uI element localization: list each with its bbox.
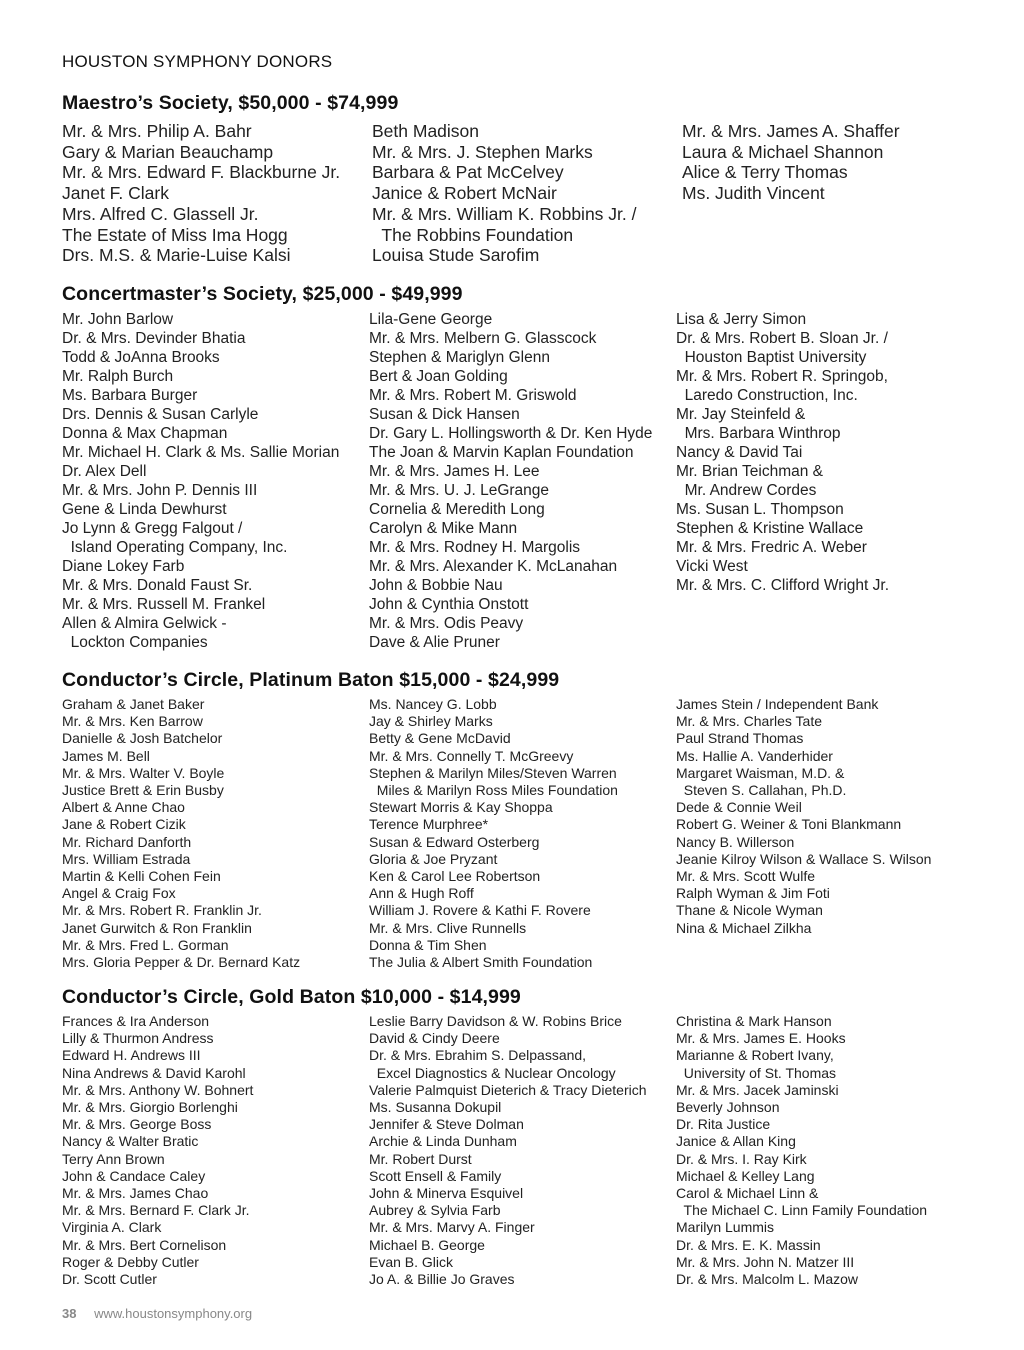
donor-column-3 [676,696,931,937]
donor-entry: Angel & Craig Fox [62,885,176,902]
donor-entry: Mr. & Mrs. John P. Dennis III [62,482,258,499]
donor-entry: Archie & Linda Dunham [369,1133,517,1150]
donor-entry: University of St. Thomas [676,1064,837,1081]
page-footer [62,1306,252,1321]
donor-entry: Janet F. Clark [62,183,169,204]
donor-entry: Cornelia & Meredith Long [369,501,545,518]
donor-entry: Janet Gurwitch & Ron Franklin [62,919,252,936]
donor-entry: Mr. & Mrs. Scott Wulfe [676,868,815,885]
donor-column-1 [62,121,340,266]
donor-entry: Mr. & Mrs. William K. Robbins Jr. / [372,203,637,224]
donor-entry: Mr. John Barlow [62,311,174,328]
donor-column-1 [62,310,339,652]
donor-column-1 [62,1013,253,1288]
donor-entry: Beverly Johnson [676,1099,780,1116]
donor-entry: John & Candace Caley [62,1167,206,1184]
donor-entry: Christina & Mark Hanson [676,1013,832,1029]
donor-entry: Steven S. Callahan, Ph.D. [676,782,847,799]
donor-column-3 [676,310,889,595]
donor-entry: Mr. & Mrs. C. Clifford Wright Jr. [676,577,890,594]
donor-entry: Jane & Robert Cizik [62,816,186,833]
donor-entry: Dave & Alie Pruner [369,634,500,651]
donor-entry: Robert G. Weiner & Toni Blankmann [676,816,902,833]
donor-entry: Lockton Companies [62,634,208,651]
donor-entry: Martin & Kelli Cohen Fein [62,868,221,885]
donor-entry: Mr. & Mrs. Clive Runnells [369,919,527,936]
donor-entry: The Michael C. Linn Family Foundation [676,1202,928,1219]
donor-entry: Albert & Anne Chao [62,799,185,816]
donor-entry: Mr. & Mrs. Melbern G. Glasscock [369,330,597,347]
page-header: HOUSTON SYMPHONY DONORS [62,52,333,71]
donor-entry: Laredo Construction, Inc. [676,387,858,404]
donor-entry: Ms. Susanna Dokupil [369,1099,502,1116]
donor-entry: Dr. & Mrs. E. K. Massin [676,1236,821,1253]
donor-entry: Mr. & Mrs. Connelly T. McGreevy [369,747,574,764]
donor-entry: Mr. & Mrs. Ken Barrow [62,713,203,730]
section-title: Conductor’s Circle, Platinum Baton $15,000 - $24,999 [62,669,560,691]
donor-entry: John & Bobbie Nau [369,577,503,594]
donor-entry: Jeanie Kilroy Wilson & Wallace S. Wilson [676,850,932,867]
donor-column-1 [62,696,300,971]
donor-entry: Jo A. & Billie Jo Graves [369,1271,515,1288]
donor-entry: Leslie Barry Davidson & W. Robins Brice [369,1013,622,1029]
donor-entry: Mr. & Mrs. Fredric A. Weber [676,539,867,556]
donor-entry: The Robbins Foundation [372,224,574,245]
donor-entry: Vicki West [676,558,748,575]
donor-entry: Lilly & Thurmon Andress [62,1030,214,1047]
donor-entry: Mr. & Mrs. J. Stephen Marks [372,141,593,162]
donor-entry: Mr. & Mrs. George Boss [62,1116,212,1133]
donor-entry: Aubrey & Sylvia Farb [369,1202,501,1219]
donor-entry: Dr. Gary L. Hollingsworth & Dr. Ken Hyde [369,425,653,442]
section-title: Maestro’s Society, $50,000 - $74,999 [62,92,399,114]
donor-entry: Nancy & Walter Bratic [62,1133,199,1150]
donor-entry: Mrs. Alfred C. Glassell Jr. [62,203,259,224]
donor-entry: Mr. Andrew Cordes [676,482,817,499]
donor-entry: Mr. & Mrs. Philip A. Bahr [62,121,252,141]
donor-entry: Barbara & Pat McCelvey [372,162,564,183]
donor-entry: Lila-Gene George [369,311,493,328]
donor-entry: Susan & Edward Osterberg [369,833,540,850]
donor-entry: Graham & Janet Baker [62,696,205,712]
section-platinum-baton [62,669,962,971]
donor-entry: Nancy & David Tai [676,444,803,461]
donor-entry: Dr. Rita Justice [676,1116,771,1133]
donor-entry: Mrs. William Estrada [62,850,191,867]
donor-entry: James Stein / Independent Bank [676,696,879,712]
donor-entry: Mr. & Mrs. Anthony W. Bohnert [62,1081,254,1098]
donor-entry: Mrs. Barbara Winthrop [676,425,841,442]
donor-entry: Dr. & Mrs. Malcolm L. Mazow [676,1271,859,1288]
donor-entry: Dr. & Mrs. Devinder Bhatia [62,330,246,347]
donor-entry: Evan B. Glick [369,1253,454,1270]
donor-entry: Mr. & Mrs. Donald Faust Sr. [62,577,253,594]
donor-entry: Edward H. Andrews III [62,1047,201,1064]
donor-entry: Bert & Joan Golding [369,368,508,385]
donor-entry: Donna & Tim Shen [369,936,487,953]
donor-entry: Betty & Gene McDavid [369,730,511,747]
donor-entry: Ms. Hallie A. Vanderhider [676,747,833,764]
donor-entry: Carol & Michael Linn & [676,1185,819,1202]
donor-entry: Ms. Nancey G. Lobb [369,696,497,712]
donor-entry: Mr. Robert Durst [369,1150,472,1167]
donor-entry: The Julia & Albert Smith Foundation [369,954,593,971]
donor-entry: Marilyn Lummis [676,1219,775,1236]
section-concertmasters-society [62,283,962,651]
donor-entry: Michael & Kelley Lang [676,1167,815,1184]
section-title: Concertmaster’s Society, $25,000 - $49,999 [62,283,463,305]
donor-entry: Mr. & Mrs. James Chao [62,1185,209,1202]
page-number: 38 [62,1306,77,1321]
donor-entry: Mr. & Mrs. James H. Lee [369,463,540,480]
donor-entry: Todd & JoAnna Brooks [62,349,220,366]
section-gold-baton [62,986,962,1288]
donor-entry: Drs. Dennis & Susan Carlyle [62,406,259,423]
donor-entry: Janice & Robert McNair [372,183,557,204]
donor-entry: Stephen & Mariglyn Glenn [369,349,550,366]
donor-column-3 [676,1013,927,1288]
donor-entry: Mr. & Mrs. Edward F. Blackburne Jr. [62,162,341,183]
donor-entry: Dr. Alex Dell [62,463,147,480]
donor-entry: David & Cindy Deere [369,1030,500,1047]
donor-entry: Roger & Debby Cutler [62,1253,199,1270]
donor-column-2 [369,1013,647,1288]
donor-entry: Mr. & Mrs. Alexander K. McLanahan [369,558,618,575]
donor-entry: Dr. Scott Cutler [62,1271,157,1288]
donor-entry: Mr. & Mrs. Jacek Jaminski [676,1081,839,1098]
donor-entry: Michael B. George [369,1236,485,1253]
donor-entry: Mr. & Mrs. Robert R. Franklin Jr. [62,902,262,919]
donor-entry: Mr. & Mrs. Robert M. Griswold [369,387,577,404]
donor-entry: Mrs. Gloria Pepper & Dr. Bernard Katz [62,954,301,971]
donor-entry: Ms. Susan L. Thompson [676,501,844,518]
donor-entry: Mr. & Mrs. James E. Hooks [676,1030,846,1047]
donor-entry: Stephen & Marilyn Miles/Steven Warren [369,764,617,781]
donor-entry: Mr. & Mrs. Rodney H. Margolis [369,539,581,556]
donor-entry: Dr. & Mrs. Robert B. Sloan Jr. / [676,330,888,347]
donor-entry: Lisa & Jerry Simon [676,311,807,328]
donor-entry: John & Cynthia Onstott [369,596,529,613]
donor-entry: Ann & Hugh Roff [369,885,474,902]
donor-entry: Stewart Morris & Kay Shoppa [369,799,553,816]
donor-entry: Mr. & Mrs. Bernard F. Clark Jr. [62,1202,250,1219]
donor-entry: Stephen & Kristine Wallace [676,520,864,537]
donor-entry: Susan & Dick Hansen [369,406,520,423]
donor-entry: James M. Bell [62,747,150,764]
donor-entry: Carolyn & Mike Mann [369,520,518,537]
donor-entry: Dede & Connie Weil [676,799,802,816]
donor-entry: Nancy B. Willerson [676,833,795,850]
donor-entry: Mr. Michael H. Clark & Ms. Sallie Morian [62,444,340,461]
donor-entry: Ralph Wyman & Jim Foti [676,885,830,902]
donor-entry: Donna & Max Chapman [62,425,228,442]
donor-entry: Paul Strand Thomas [676,730,804,747]
donor-entry: Jo Lynn & Gregg Falgout / [62,520,243,537]
donor-entry: Mr. & Mrs. James A. Shaffer [682,121,900,141]
donor-entry: Beth Madison [372,121,480,141]
section-maestros-society [62,92,962,266]
donor-entry: Mr. Richard Danforth [62,833,192,850]
donor-entry: Scott Ensell & Family [369,1167,502,1184]
donor-entry: Mr. & Mrs. Fred L. Gorman [62,936,229,953]
donor-entry: Terence Murphree* [369,816,489,833]
donor-entry: Gary & Marian Beauchamp [62,141,274,162]
donor-entry: The Estate of Miss Ima Hogg [62,224,288,245]
donor-entry: Allen & Almira Gelwick - [62,615,227,632]
donor-entry: Nina & Michael Zilkha [676,919,812,936]
donor-entry: John & Minerva Esquivel [369,1185,524,1202]
donor-entry: Excel Diagnostics & Nuclear Oncology [369,1064,616,1081]
donor-entry: Mr. & Mrs. U. J. LeGrange [369,482,550,499]
donor-entry: Jay & Shirley Marks [369,713,493,730]
donor-entry: Ms. Barbara Burger [62,387,198,404]
donor-entry: Justice Brett & Erin Busby [62,782,224,799]
donor-entry: Danielle & Josh Batchelor [62,730,223,747]
donor-entry: Laura & Michael Shannon [682,141,884,162]
donor-entry: Mr. & Mrs. Russell M. Frankel [62,596,266,613]
donor-entry: Valerie Palmquist Dieterich & Tracy Dieterich [369,1081,647,1098]
donor-entry: Mr. & Mrs. Giorgio Borlenghi [62,1099,238,1116]
donor-entry: Terry Ann Brown [62,1150,165,1167]
donor-column-3 [682,121,900,204]
donor-entry: Mr. & Mrs. Walter V. Boyle [62,764,225,781]
donor-entry: Drs. M.S. & Marie-Luise Kalsi [62,245,291,266]
donor-entry: Janice & Allan King [676,1133,796,1150]
donor-entry: Mr. & Mrs. Robert R. Springob, [676,368,888,385]
donor-entry: Mr. Ralph Burch [62,368,174,385]
donor-entry: Thane & Nicole Wyman [676,902,823,919]
donor-entry: Jennifer & Steve Dolman [369,1116,524,1133]
donor-entry: Marianne & Robert Ivany, [676,1047,834,1064]
footer-url[interactable]: www.houstonsymphony.org [94,1306,253,1321]
donor-entry: Mr. & Mrs. Odis Peavy [369,615,524,632]
donor-entry: Ms. Judith Vincent [682,183,825,204]
donor-entry: Mr. Brian Teichman & [676,463,824,480]
donor-entry: Island Operating Company, Inc. [62,539,288,556]
donor-entry: Gloria & Joe Pryzant [369,850,498,867]
donor-entry: Ken & Carol Lee Robertson [369,868,541,885]
donor-entry: Gene & Linda Dewhurst [62,501,227,518]
donor-column-2 [369,310,652,652]
donor-entry: Diane Lokey Farb [62,558,185,575]
donor-entry: William J. Rovere & Kathi F. Rovere [369,902,591,919]
donor-column-2 [372,121,636,266]
donor-entry: Margaret Waisman, M.D. & [676,764,845,781]
donor-entry: Miles & Marilyn Ross Miles Foundation [369,782,618,799]
donor-entry: Nina Andrews & David Karohl [62,1064,246,1081]
donor-column-2 [369,696,618,971]
donor-entry: Mr. & Mrs. Marvy A. Finger [369,1219,535,1236]
donor-entry: Mr. & Mrs. John N. Matzer III [676,1253,855,1270]
donor-entry: Dr. & Mrs. I. Ray Kirk [676,1150,807,1167]
donor-entry: Mr. & Mrs. Charles Tate [676,713,823,730]
donor-entry: Mr. & Mrs. Bert Cornelison [62,1236,227,1253]
donor-entry: Houston Baptist University [676,349,867,366]
donor-entry: Alice & Terry Thomas [682,162,848,183]
donor-entry: Dr. & Mrs. Ebrahim S. Delpassand, [369,1047,587,1064]
donor-entry: The Joan & Marvin Kaplan Foundation [369,444,634,461]
donor-entry: Louisa Stude Sarofim [372,245,540,266]
donor-entry: Frances & Ira Anderson [62,1013,210,1029]
donor-entry: Mr. Jay Steinfeld & [676,406,806,423]
section-title: Conductor’s Circle, Gold Baton $10,000 - $14,999 [62,986,521,1008]
donor-entry: Virginia A. Clark [62,1219,162,1236]
